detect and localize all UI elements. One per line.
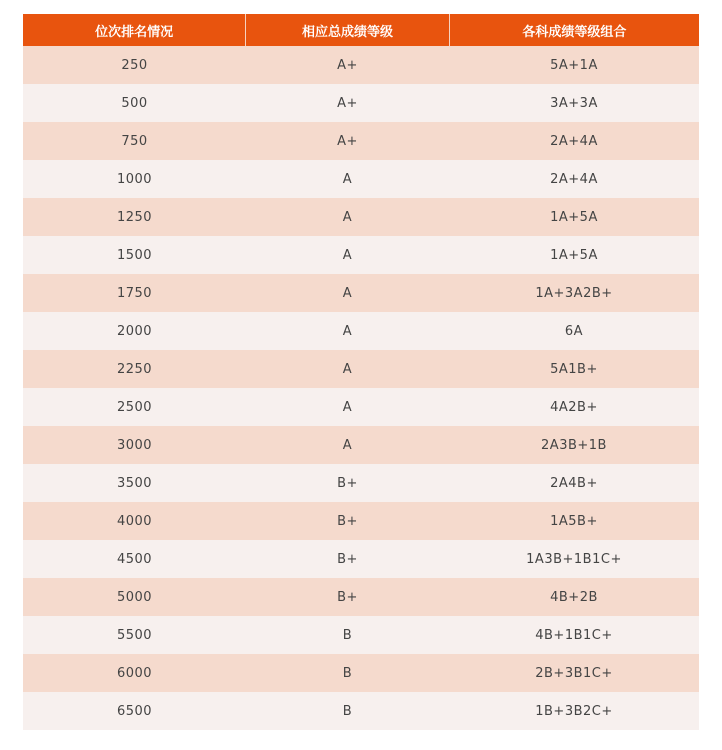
table-row bbox=[23, 122, 699, 160]
table-header bbox=[23, 14, 699, 46]
cell-rank: 5000 bbox=[116, 589, 153, 605]
cell-rank: 4500 bbox=[116, 551, 153, 567]
cell-subject-combination: 1A5B+ bbox=[550, 513, 598, 529]
cell-subject-combination: 2A+4A bbox=[550, 133, 598, 149]
cell-total-grade: A+ bbox=[337, 133, 358, 149]
cell-rank: 500 bbox=[121, 95, 148, 111]
table-row bbox=[23, 350, 699, 388]
cell-total-grade: A+ bbox=[337, 95, 358, 111]
table-row bbox=[23, 46, 699, 84]
cell-total-grade: A bbox=[342, 437, 353, 453]
cell-rank: 4000 bbox=[116, 513, 153, 529]
table-row bbox=[23, 274, 699, 312]
cell-rank: 3000 bbox=[116, 437, 153, 453]
table-row bbox=[23, 540, 699, 578]
table-row bbox=[23, 236, 699, 274]
cell-rank: 6000 bbox=[116, 665, 153, 681]
cell-total-grade: A+ bbox=[337, 57, 358, 73]
table-row bbox=[23, 198, 699, 236]
cell-rank: 6500 bbox=[116, 703, 153, 719]
cell-subject-combination: 1A+5A bbox=[550, 209, 598, 225]
cell-rank: 3500 bbox=[116, 475, 153, 491]
cell-rank: 2000 bbox=[116, 323, 153, 339]
cell-rank: 1750 bbox=[116, 285, 153, 301]
cell-subject-combination: 2A+4A bbox=[550, 171, 598, 187]
cell-subject-combination: 1A3B+1B1C+ bbox=[526, 551, 622, 567]
table-row bbox=[23, 578, 699, 616]
table-row bbox=[23, 426, 699, 464]
cell-total-grade: B bbox=[342, 665, 353, 681]
cell-rank: 2500 bbox=[116, 399, 153, 415]
cell-rank: 5500 bbox=[116, 627, 153, 643]
cell-subject-combination: 2A4B+ bbox=[550, 475, 598, 491]
cell-total-grade: A bbox=[342, 361, 353, 377]
cell-rank: 2250 bbox=[116, 361, 153, 377]
table-row bbox=[23, 84, 699, 122]
cell-total-grade: A bbox=[342, 171, 353, 187]
header-subject-combination: 各科成绩等级组合 bbox=[449, 14, 699, 46]
table-row bbox=[23, 160, 699, 198]
cell-rank: 1250 bbox=[116, 209, 153, 225]
cell-total-grade: B+ bbox=[337, 513, 358, 529]
cell-rank: 1000 bbox=[116, 171, 153, 187]
ranking-grade-table bbox=[23, 14, 699, 730]
table-row bbox=[23, 654, 699, 692]
cell-subject-combination: 2B+3B1C+ bbox=[535, 665, 613, 681]
cell-total-grade: B+ bbox=[337, 589, 358, 605]
cell-subject-combination: 1B+3B2C+ bbox=[535, 703, 613, 719]
cell-total-grade: B bbox=[342, 627, 353, 643]
header-total-grade: 相应总成绩等级 bbox=[245, 14, 448, 46]
header-rank: 位次排名情况 bbox=[95, 24, 174, 40]
cell-rank: 1500 bbox=[116, 247, 153, 263]
cell-subject-combination: 1A+3A2B+ bbox=[535, 285, 613, 301]
table-row bbox=[23, 464, 699, 502]
table-body bbox=[23, 46, 699, 730]
cell-total-grade: B+ bbox=[337, 475, 358, 491]
table-row bbox=[23, 312, 699, 350]
cell-subject-combination: 5A1B+ bbox=[550, 361, 598, 377]
cell-total-grade: A bbox=[342, 285, 353, 301]
cell-total-grade: A bbox=[342, 247, 353, 263]
cell-total-grade: B+ bbox=[337, 551, 358, 567]
cell-subject-combination: 3A+3A bbox=[550, 95, 598, 111]
table-row bbox=[23, 692, 699, 730]
cell-subject-combination: 4A2B+ bbox=[550, 399, 598, 415]
cell-total-grade: A bbox=[342, 323, 353, 339]
cell-rank: 250 bbox=[121, 57, 148, 73]
cell-subject-combination: 4B+1B1C+ bbox=[535, 627, 613, 643]
cell-subject-combination: 5A+1A bbox=[550, 57, 598, 73]
cell-rank: 750 bbox=[121, 133, 148, 149]
cell-subject-combination: 1A+5A bbox=[550, 247, 598, 263]
table-row bbox=[23, 502, 699, 540]
cell-total-grade: B bbox=[342, 703, 353, 719]
cell-subject-combination: 6A bbox=[564, 323, 584, 339]
cell-total-grade: A bbox=[342, 209, 353, 225]
table-row bbox=[23, 616, 699, 654]
table-row bbox=[23, 388, 699, 426]
cell-subject-combination: 4B+2B bbox=[550, 589, 598, 605]
cell-total-grade: A bbox=[342, 399, 353, 415]
cell-subject-combination: 2A3B+1B bbox=[541, 437, 607, 453]
